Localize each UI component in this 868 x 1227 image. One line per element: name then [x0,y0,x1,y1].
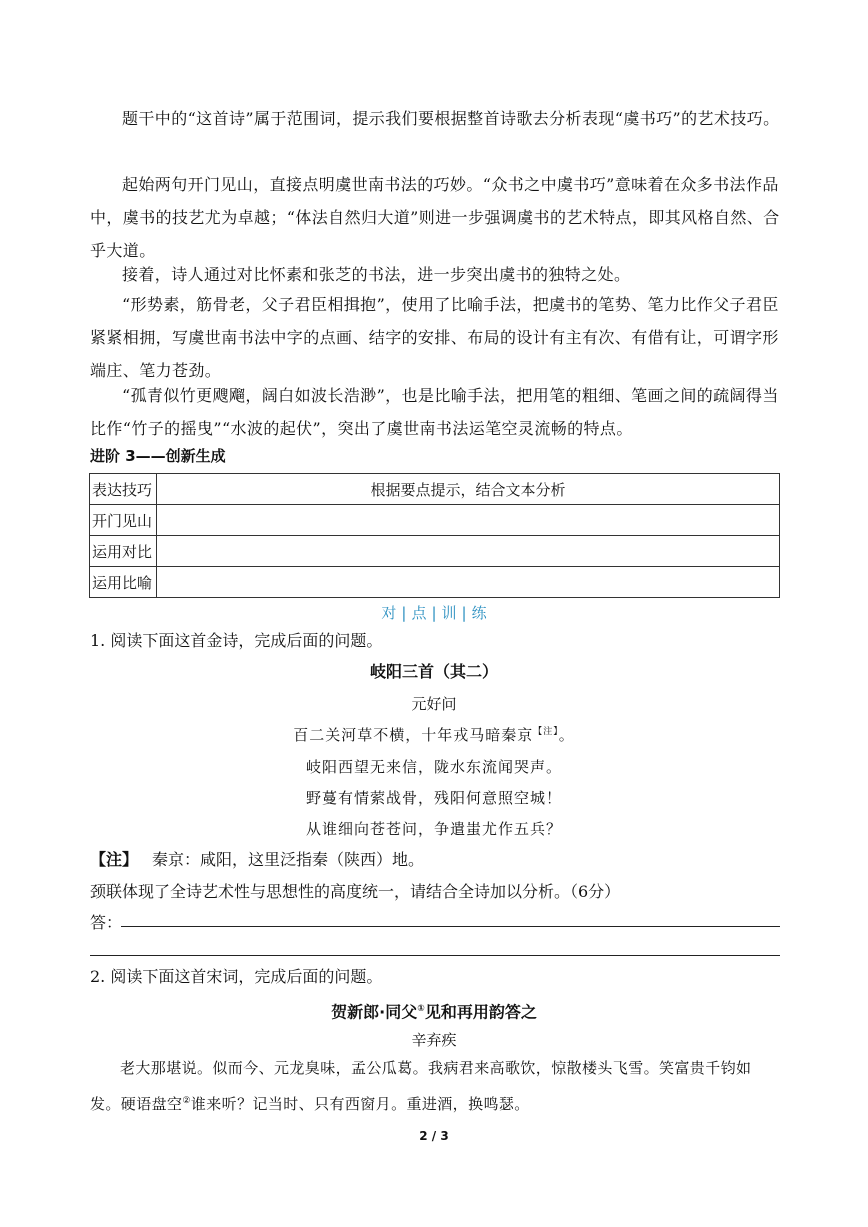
training-char: 训 [441,604,457,622]
footnote-marker: 【注】 [533,727,559,737]
table-answer-cell[interactable] [157,536,780,567]
ci-title: 贺新郎·同父①见和再用韵答之 [331,1002,537,1022]
table-header-cell: 表达技巧 [90,474,157,505]
footnote-marker: ② [182,1096,191,1106]
answer-label: 答： [90,913,123,932]
footnote-marker: ① [417,1004,425,1014]
section-title: 进阶 3——创新生成 [90,447,226,465]
table-cell: 运用对比 [90,536,157,567]
analysis-paragraph-3: 接着，诗人通过对比怀素和张芝的书法，进一步突出虞书的独特之处。 [122,265,631,284]
training-label: 对 | 点 | 训 | 练 [381,604,487,622]
table-row [90,567,780,598]
poem-note: 【注】 秦京：咸阳，这里泛指秦（陕西）地。 [90,850,425,869]
analysis-paragraph-5: “孤青似竹更飕飗，阔白如波长浩渺”，也是比喻手法，把用笔的粗细、笔画之间的疏阔得当比作“竹子的摇曳”“水波的起伏”，突出了虞世南书法运笔空灵流畅的特点。 [90,386,779,438]
answer-line[interactable] [90,955,780,956]
poem-line-2: 岐阳西望无来信，陇水东流闻哭声。 [305,758,562,776]
page-number: 2 / 3 [419,1129,449,1143]
poem-author: 元好问 [411,695,457,713]
poem-line-1: 百二关河草不横，十年戎马暗秦京$^{【注】}$。 [293,726,575,744]
ci-author: 辛弃疾 [411,1031,457,1049]
answer-line[interactable] [121,926,780,927]
question-1-prompt: 颈联体现了全诗艺术性与思想性的高度统一，请结合全诗加以分析。（6分） [90,882,621,901]
ci-text: 老大那堪说。似而今、元龙臭味，孟公瓜葛。我病君来高歌饮，惊散楼头飞雪。笑富贵千钧如发。硬语盘空②谁来听？记当时、只有西窗月。重进酒，换鸣瑟。 [90,1059,752,1113]
poem-title: 岐阳三首（其二） [369,662,498,681]
poem-line-4: 从谁细向苍苍问，争遣蚩尤作五兵？ [305,820,562,838]
question-2-instruction: 2. 阅读下面这首宋词，完成后面的问题。 [90,967,383,986]
analysis-paragraph-2: 起始两句开门见山，直接点明虞世南书法的巧妙。“众书之中虞书巧”意味着在众多书法作品中，虞书的技艺尤为卓越；“体法自然归大道”则进一步强调虞书的艺术特点，即其风格自然、合乎大道。 [90,175,780,260]
table-cell: 开门见山 [90,505,157,536]
poem-line-3: 野蔓有情萦战骨，残阳何意照空城！ [305,789,562,807]
training-char: 练 [471,604,487,622]
table-cell: 运用比喻 [90,567,157,598]
table-answer-cell[interactable] [157,567,780,598]
skills-table [89,473,780,598]
analysis-paragraph-4: “形势素，筋骨老，父子君臣相揖抱”，使用了比喻手法，把虞书的笔势、笔力比作父子君臣紧紧相拥，写虞世南书法中字的点画、结字的安排、布局的设计有主有次、有借有让，可谓字形端庄、笔力苍劲。 [90,295,779,380]
table-header-cell: 根据要点提示，结合文本分析 [157,474,780,505]
table-answer-cell[interactable] [157,505,780,536]
training-char: 对 [381,604,397,622]
table-row [90,474,780,505]
table-row [90,505,780,536]
analysis-paragraph-1: 题干中的“这首诗”属于范围词，提示我们要根据整首诗歌去分析表现“虞书巧”的艺术技巧。 [122,109,780,128]
training-char: 点 [411,604,427,622]
table-row [90,536,780,567]
question-1-instruction: 1. 阅读下面这首金诗，完成后面的问题。 [90,631,383,650]
